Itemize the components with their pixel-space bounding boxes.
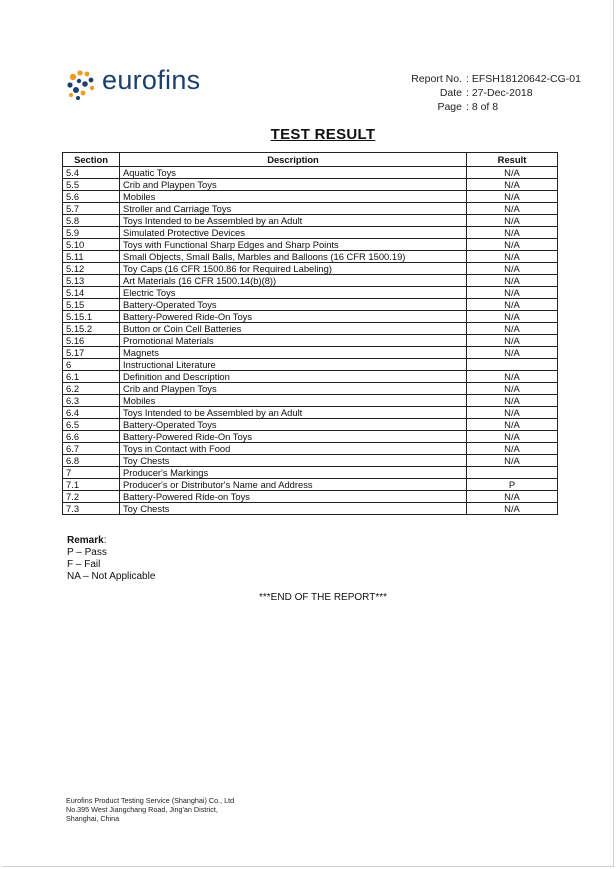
description-cell: Producer's or Distributor's Name and Address	[120, 479, 467, 491]
table-row	[63, 167, 558, 179]
section-cell: 7.3	[63, 503, 120, 515]
section-cell: 5.15.2	[63, 323, 120, 335]
table-row	[63, 407, 558, 419]
description-cell: Toys Intended to be Assembled by an Adult	[120, 215, 467, 227]
result-cell: N/A	[467, 263, 558, 275]
table-row	[63, 191, 558, 203]
description-cell: Magnets	[120, 347, 467, 359]
result-cell: N/A	[467, 491, 558, 503]
table-row	[63, 239, 558, 251]
result-cell: N/A	[467, 287, 558, 299]
section-cell: 5.11	[63, 251, 120, 263]
page-row	[403, 100, 581, 114]
description-cell: Crib and Playpen Toys	[120, 179, 467, 191]
table-row	[63, 227, 558, 239]
table-row	[63, 287, 558, 299]
result-cell: N/A	[467, 275, 558, 287]
result-cell: N/A	[467, 503, 558, 515]
section-cell: 6.6	[63, 431, 120, 443]
description-cell: Mobiles	[120, 191, 467, 203]
result-cell: N/A	[467, 251, 558, 263]
description-cell: Aquatic Toys	[120, 167, 467, 179]
description-cell: Producer's Markings	[120, 467, 467, 479]
section-cell: 6.5	[63, 419, 120, 431]
table-row	[63, 371, 558, 383]
result-cell: N/A	[467, 167, 558, 179]
description-cell: Instructional Literature	[120, 359, 467, 371]
table-row	[63, 491, 558, 503]
section-cell: 6.1	[63, 371, 120, 383]
table-row	[63, 215, 558, 227]
table-row	[63, 275, 558, 287]
section-cell: 5.8	[63, 215, 120, 227]
table-row	[63, 383, 558, 395]
footer-street: No.395 West Jiangchang Road, Jing'an District,	[66, 805, 218, 814]
table-row	[63, 311, 558, 323]
table-row	[63, 263, 558, 275]
date-row	[403, 86, 581, 100]
result-cell: P	[467, 479, 558, 491]
table-row	[63, 479, 558, 491]
remark-title: Remark	[67, 535, 104, 546]
date-label: Date	[439, 87, 462, 99]
result-cell: N/A	[467, 239, 558, 251]
result-cell: N/A	[467, 395, 558, 407]
section-cell: 5.10	[63, 239, 120, 251]
description-cell: Battery-Operated Toys	[120, 419, 467, 431]
result-cell: N/A	[467, 203, 558, 215]
section-cell: 6.2	[63, 383, 120, 395]
table-row	[63, 179, 558, 191]
section-cell: 5.4	[63, 167, 120, 179]
description-cell: Simulated Protective Devices	[120, 227, 467, 239]
description-cell: Toy Caps (16 CFR 1500.86 for Required Labeling)	[120, 263, 467, 275]
table-row	[63, 443, 558, 455]
section-cell: 6.8	[63, 455, 120, 467]
remark-colon: :	[103, 535, 107, 546]
description-cell: Battery-Powered Ride-On Toys	[120, 311, 467, 323]
remark-not-applicable: NA – Not Applicable	[67, 571, 156, 582]
description-cell: Toys in Contact with Food	[120, 443, 467, 455]
description-cell: Art Materials (16 CFR 1500.14(b)(8))	[120, 275, 467, 287]
column-header-description: Description	[120, 153, 467, 167]
section-cell: 5.15	[63, 299, 120, 311]
remark-block	[67, 535, 155, 583]
page-title: TEST RESULT	[270, 126, 376, 143]
result-cell: N/A	[467, 311, 558, 323]
result-cell: N/A	[467, 443, 558, 455]
section-cell: 5.14	[63, 287, 120, 299]
description-cell: Electric Toys	[120, 287, 467, 299]
table-row	[63, 203, 558, 215]
section-cell: 5.7	[63, 203, 120, 215]
table-row	[63, 419, 558, 431]
result-cell: N/A	[467, 407, 558, 419]
description-cell: Battery-Operated Toys	[120, 299, 467, 311]
description-cell: Battery-Powered Ride-On Toys	[120, 431, 467, 443]
page-label: Page	[437, 101, 462, 113]
column-header-section: Section	[63, 153, 120, 167]
table-row	[63, 455, 558, 467]
footer-city: Shanghai, China	[66, 814, 120, 823]
eurofins-dots-icon	[66, 68, 100, 102]
section-cell: 6	[63, 359, 120, 371]
table-row	[63, 395, 558, 407]
result-cell: N/A	[467, 215, 558, 227]
logo-text: eurofins	[102, 65, 201, 95]
results-table-body	[63, 167, 558, 515]
section-cell: 7.1	[63, 479, 120, 491]
section-cell: 6.3	[63, 395, 120, 407]
description-cell: Toy Chests	[120, 503, 467, 515]
section-cell: 5.5	[63, 179, 120, 191]
result-cell: N/A	[467, 383, 558, 395]
result-cell: N/A	[467, 191, 558, 203]
date-value: : 27-Dec-2018	[466, 87, 533, 99]
description-cell: Toy Chests	[120, 455, 467, 467]
section-cell: 6.7	[63, 443, 120, 455]
result-cell: N/A	[467, 347, 558, 359]
result-cell: N/A	[467, 179, 558, 191]
section-cell: 5.13	[63, 275, 120, 287]
table-row	[63, 347, 558, 359]
table-row	[63, 323, 558, 335]
description-cell: Button or Coin Cell Batteries	[120, 323, 467, 335]
section-cell: 7	[63, 467, 120, 479]
table-row	[63, 467, 558, 479]
section-cell: 5.9	[63, 227, 120, 239]
footer-address	[66, 796, 234, 823]
column-header-result: Result	[467, 153, 558, 167]
table-header-row	[63, 153, 558, 167]
end-of-report: ***END OF THE REPORT***	[259, 592, 387, 603]
description-cell: Definition and Description	[120, 371, 467, 383]
description-cell: Stroller and Carriage Toys	[120, 203, 467, 215]
page-value: : 8 of 8	[466, 101, 499, 113]
result-cell: N/A	[467, 227, 558, 239]
section-cell: 5.16	[63, 335, 120, 347]
section-cell: 5.17	[63, 347, 120, 359]
result-cell: N/A	[467, 323, 558, 335]
description-cell: Toys with Functional Sharp Edges and Sharp Points	[120, 239, 467, 251]
section-cell: 5.15.1	[63, 311, 120, 323]
report-number-row	[403, 72, 581, 86]
section-cell: 5.6	[63, 191, 120, 203]
results-table	[62, 152, 558, 515]
report-number-value: : EFSH18120642-CG-01	[466, 73, 581, 85]
report-number-label: Report No.	[411, 73, 462, 85]
description-cell: Small Objects, Small Balls, Marbles and Balloons (16 CFR 1500.19)	[120, 251, 467, 263]
result-cell: N/A	[467, 335, 558, 347]
table-row	[63, 251, 558, 263]
description-cell: Promotional Materials	[120, 335, 467, 347]
description-cell: Battery-Powered Ride-on Toys	[120, 491, 467, 503]
description-cell: Crib and Playpen Toys	[120, 383, 467, 395]
result-cell	[467, 359, 558, 371]
table-row	[63, 359, 558, 371]
table-row	[63, 431, 558, 443]
result-cell	[467, 467, 558, 479]
section-cell: 7.2	[63, 491, 120, 503]
result-cell: N/A	[467, 371, 558, 383]
result-cell: N/A	[467, 455, 558, 467]
section-cell: 6.4	[63, 407, 120, 419]
result-cell: N/A	[467, 299, 558, 311]
table-row	[63, 503, 558, 515]
footer-company: Eurofins Product Testing Service (Shanghai) Co., Ltd	[66, 796, 235, 805]
remark-fail: F – Fail	[67, 559, 101, 570]
table-row	[63, 335, 558, 347]
remark-pass: P – Pass	[67, 547, 107, 558]
description-cell: Mobiles	[120, 395, 467, 407]
section-cell: 5.12	[63, 263, 120, 275]
result-cell: N/A	[467, 419, 558, 431]
result-cell: N/A	[467, 431, 558, 443]
description-cell: Toys Intended to be Assembled by an Adult	[120, 407, 467, 419]
table-row	[63, 299, 558, 311]
report-meta	[403, 72, 581, 114]
